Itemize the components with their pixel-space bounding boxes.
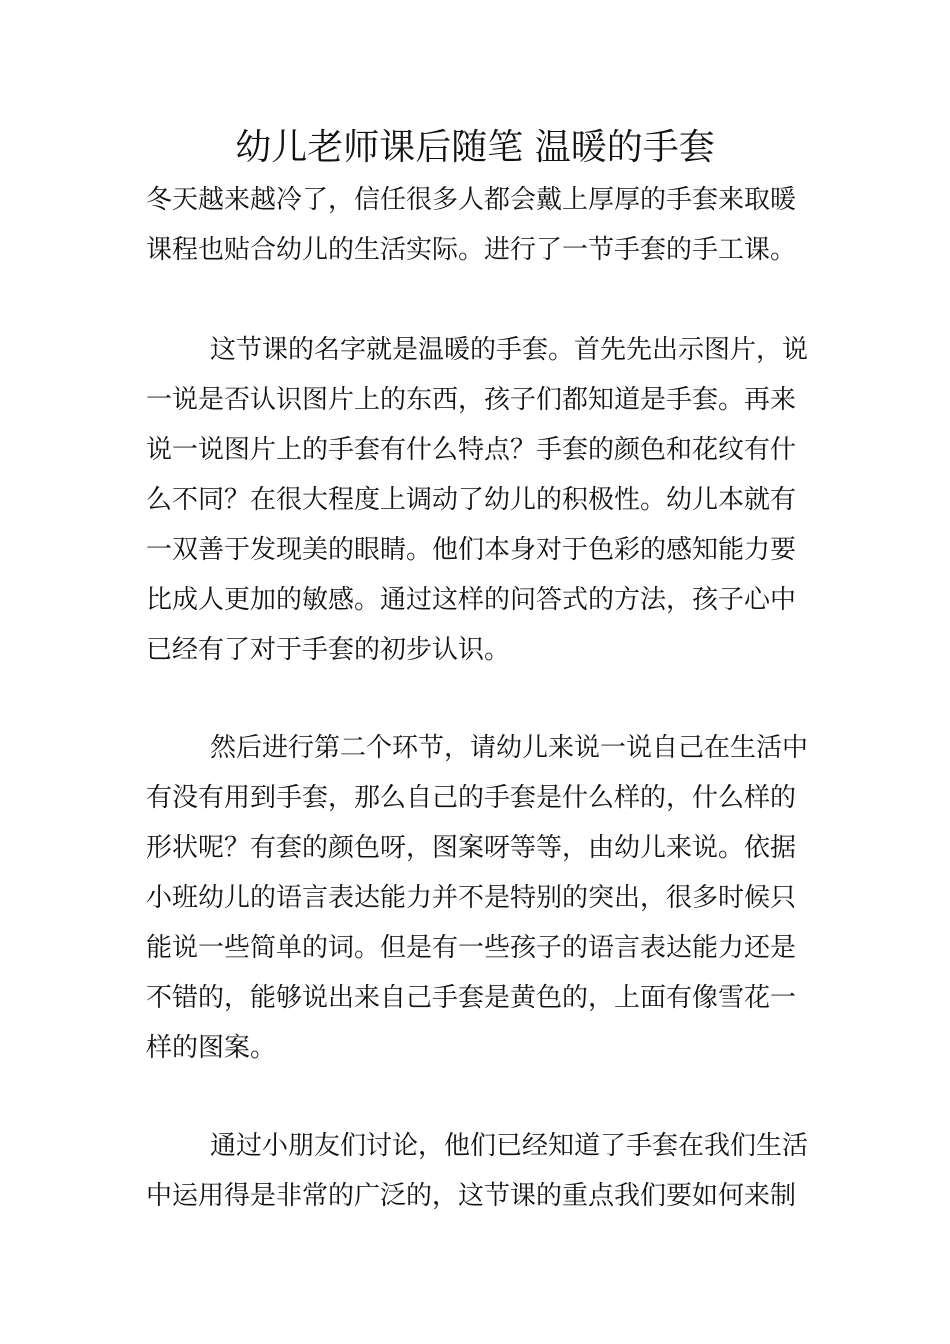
- paragraph-line: 形状呢？有套的颜色呀，图案呀等等，由幼儿来说。依据: [146, 833, 797, 863]
- paragraph-line: 一双善于发现美的眼睛。他们本身对于色彩的感知能力要: [146, 535, 797, 565]
- paragraph-line: 么不同？在很大程度上调动了幼儿的积极性。幼儿本就有: [146, 485, 797, 515]
- document-title: 幼儿老师课后随笔 温暖的手套: [235, 127, 715, 168]
- paragraph-line: 比成人更加的敏感。通过这样的问答式的方法，孩子心中: [146, 585, 797, 615]
- paragraph-line: 已经有了对于手套的初步认识。: [146, 635, 511, 665]
- paragraph-line: 通过小朋友们讨论，他们已经知道了手套在我们生活: [210, 1131, 809, 1161]
- paragraph-line: 然后进行第二个环节，请幼儿来说一说自己在生活中: [210, 733, 809, 763]
- paragraph-line: 能说一些简单的词。但是有一些孩子的语言表达能力还是: [146, 933, 797, 963]
- paragraph-line: 小班幼儿的语言表达能力并不是特别的突出，很多时候只: [146, 883, 797, 913]
- paragraph-line: 样的图案。: [146, 1033, 277, 1063]
- paragraph-line: 不错的，能够说出来自己手套是黄色的，上面有像雪花一: [146, 983, 797, 1013]
- paragraph-line: 这节课的名字就是温暖的手套。首先先出示图片，说: [210, 335, 809, 365]
- paragraph-line: 冬天越来越冷了，信任很多人都会戴上厚厚的手套来取暖: [146, 185, 797, 215]
- paragraph-line: 一说是否认识图片上的东西，孩子们都知道是手套。再来: [146, 385, 797, 415]
- paragraph-line: 有没有用到手套，那么自己的手套是什么样的，什么样的: [146, 783, 797, 813]
- paragraph-line: 课程也贴合幼儿的生活实际。进行了一节手套的手工课。: [146, 235, 797, 265]
- paragraph-line: 中运用得是非常的广泛的，这节课的重点我们要如何来制: [146, 1181, 797, 1211]
- paragraph-line: 说一说图片上的手套有什么特点？手套的颜色和花纹有什: [146, 435, 797, 465]
